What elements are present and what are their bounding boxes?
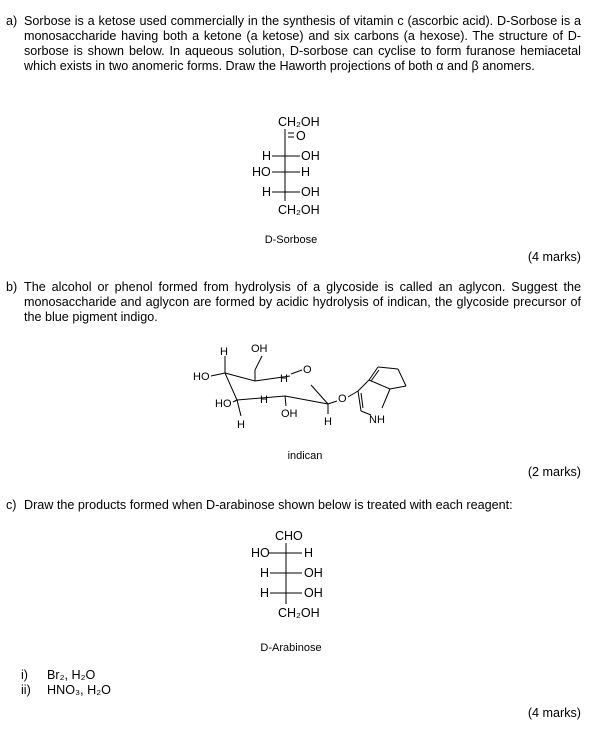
d-arabinose-structure — [245, 528, 355, 626]
indican-nh: NH — [369, 414, 385, 426]
sorbose-c4-left: HO — [252, 165, 271, 179]
indican-oh-top: OH — [251, 343, 268, 355]
d-sorbose-caption: D-Sorbose — [264, 234, 318, 246]
question-c-marks: (4 marks) — [527, 706, 581, 720]
arabinose-c2-left: HO — [251, 546, 270, 560]
arabinose-c3-left: H — [260, 566, 270, 580]
indican-h-c5: H — [280, 373, 288, 385]
indican-h-c3: H — [260, 394, 268, 406]
sorbose-carbonyl-o: O — [296, 129, 306, 143]
question-b — [6, 280, 581, 325]
d-arabinose-caption: D-Arabinose — [260, 642, 322, 654]
indican-ho-c3: HO — [215, 398, 232, 410]
reagent-list — [21, 668, 111, 698]
indican-ho-c4: HO — [193, 371, 210, 383]
question-b-text: The alcohol or phenol formed from hydrolysis of a glycoside is called an aglycon. Suggest the monosaccharide and aglycon are formed by acidic hydrolysis of indican, the glycoside precursor of the blue pigment indigo. — [24, 280, 581, 324]
indican-structure — [185, 340, 415, 440]
sorbose-c3-right: OH — [301, 149, 320, 163]
question-a-text: Sorbose is a ketose used commercially in the synthesis of vitamin c (ascorbic acid). D-Sorbose is a monosaccharide having both a ketone (a ketose) and six carbons (a hexose). The structure of D-sorbose is shown below. In aqueous solution, D-sorbose can cyclise to form furanose hemiacetal which exists in two anomeric forms. Draw the Haworth projections of both α and β anomers. — [24, 14, 581, 73]
indican-h-c3-down: H — [237, 419, 245, 431]
d-sorbose-structure — [250, 114, 350, 222]
indican-link-o: O — [338, 393, 347, 405]
arabinose-c4-left: H — [260, 586, 270, 600]
arabinose-c4-right: OH — [304, 586, 323, 600]
indican-h-top: H — [220, 346, 228, 358]
question-b-label: b) — [6, 280, 18, 294]
indican-oh-c2: OH — [281, 408, 298, 420]
sorbose-top-group: CH₂OH — [278, 115, 320, 129]
reagent-item — [21, 683, 111, 698]
question-a-marks: (4 marks) — [527, 250, 581, 264]
reagent-number: ii) — [21, 683, 31, 697]
sorbose-c5-left: H — [262, 185, 272, 199]
question-b-marks: (2 marks) — [527, 465, 581, 479]
question-c-text: Draw the products formed when D-arabinose shown below is treated with each reagent: — [24, 498, 513, 512]
question-a — [6, 14, 581, 74]
reagent-item — [21, 668, 111, 683]
arabinose-top-group: CHO — [275, 529, 303, 543]
reagent-text: Br₂, H₂O — [47, 668, 96, 682]
sorbose-c3-left: H — [262, 149, 272, 163]
sorbose-bottom-group: CH₂OH — [278, 203, 320, 217]
reagent-number: i) — [21, 668, 28, 682]
indican-caption: indican — [287, 450, 323, 462]
arabinose-c2-right: H — [304, 546, 314, 560]
question-c-label: c) — [6, 498, 17, 512]
sorbose-c5-right: OH — [301, 185, 320, 199]
indican-h-c1: H — [324, 416, 332, 428]
indican-ring-o: O — [303, 364, 312, 376]
sorbose-c4-right: H — [301, 165, 311, 179]
arabinose-bottom-group: CH₂OH — [278, 606, 320, 620]
question-a-label: a) — [6, 14, 18, 28]
reagent-text: HNO₃, H₂O — [47, 683, 111, 697]
question-c — [6, 498, 581, 513]
arabinose-c3-right: OH — [304, 566, 323, 580]
